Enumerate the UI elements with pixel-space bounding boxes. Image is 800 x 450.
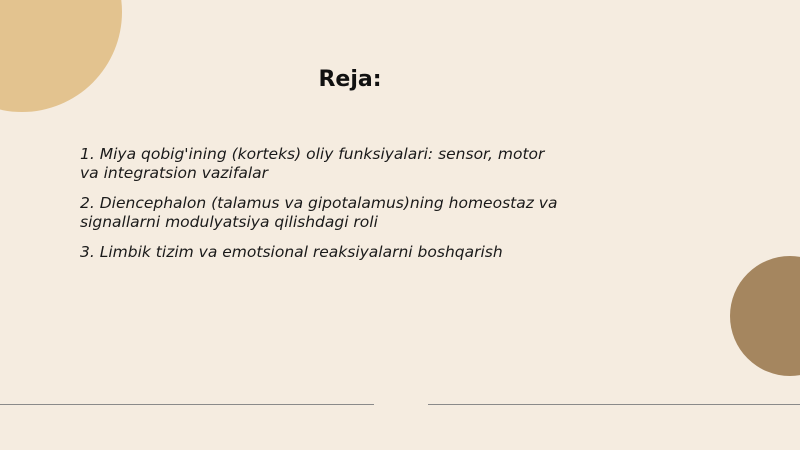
agenda-item: 1. Miya qobig'ining (korteks) oliy funksiyalari: sensor, motor va integratsion vazifalar	[80, 145, 545, 182]
footer-divider-right	[428, 404, 800, 405]
decorative-circle-top-left	[0, 0, 122, 112]
agenda-item: 3. Limbik tizim va emotsional reaksiyalarni boshqarish	[80, 243, 503, 261]
decorative-circle-right	[730, 256, 800, 376]
agenda-item: 2. Diencephalon (talamus va gipotalamus)ning homeostaz va signallarni modulyatsiya qilishdagi roli	[80, 194, 558, 231]
agenda-list	[80, 145, 560, 273]
footer-divider-left	[0, 404, 374, 405]
slide-title: Reja:	[318, 67, 382, 92]
